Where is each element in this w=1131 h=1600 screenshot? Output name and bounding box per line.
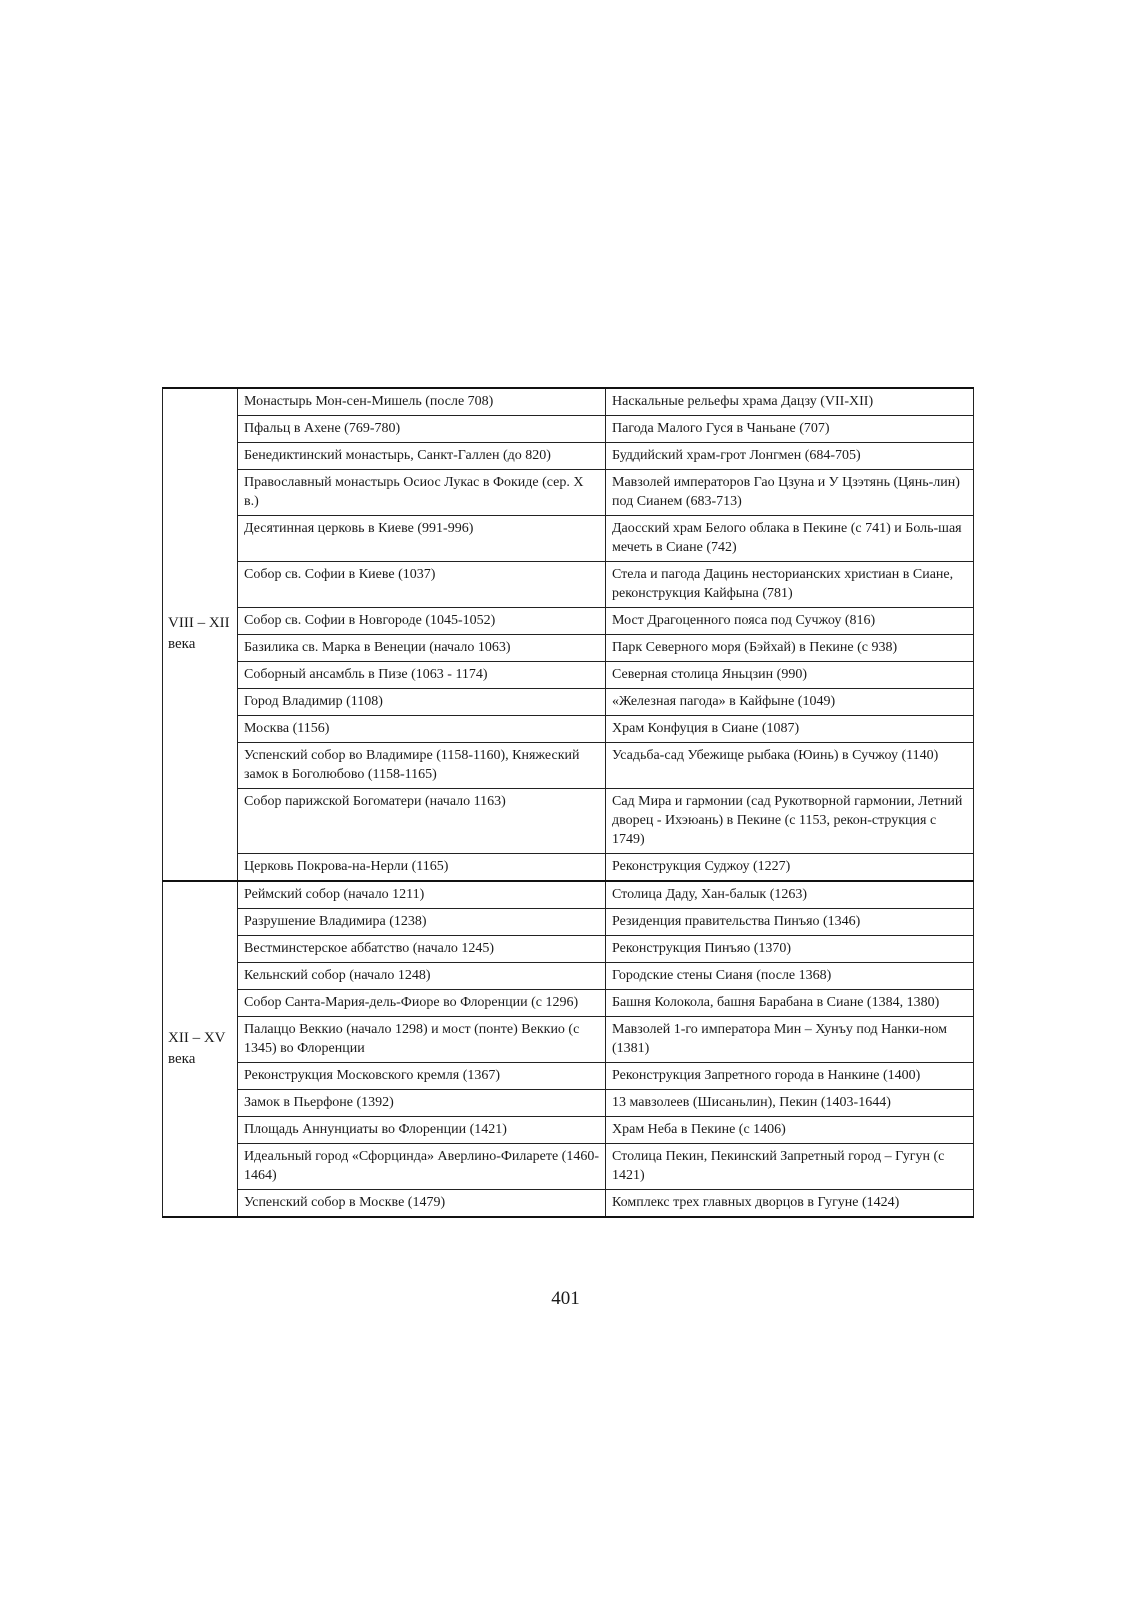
china-cell: Реконструкция Пинъяо (1370) (606, 936, 974, 963)
china-cell: Парк Северного моря (Бэйхай) в Пекине (с 938) (606, 635, 974, 662)
period-cell: XII – XV века (163, 881, 238, 1217)
europe-cell: Десятинная церковь в Киеве (991-996) (238, 516, 606, 562)
china-cell: Пагода Малого Гуся в Чаньане (707) (606, 416, 974, 443)
china-cell: Мавзолей 1-го императора Мин – Хунъу под Нанки-ном (1381) (606, 1017, 974, 1063)
table-row (163, 470, 974, 516)
europe-cell: Собор Санта-Мария-дель-Фиоре во Флоренции (с 1296) (238, 990, 606, 1017)
table-row (163, 1090, 974, 1117)
europe-cell: Замок в Пьерфоне (1392) (238, 1090, 606, 1117)
table-row (163, 416, 974, 443)
chronology-table (162, 387, 974, 1218)
china-cell: Столица Даду, Хан-балык (1263) (606, 881, 974, 909)
table-row (163, 789, 974, 854)
china-cell: Наскальные рельефы храма Дацзу (VII-XII) (606, 388, 974, 416)
china-cell: Усадьба-сад Убежище рыбака (Юинь) в Сучжоу (1140) (606, 743, 974, 789)
china-cell: Мавзолей императоров Гао Цзуна и У Цзэтянь (Цянь-лин) под Сианем (683-713) (606, 470, 974, 516)
china-cell: Столица Пекин, Пекинский Запретный город – Гугун (с 1421) (606, 1144, 974, 1190)
europe-cell: Пфальц в Ахене (769-780) (238, 416, 606, 443)
europe-cell: Кельнский собор (начало 1248) (238, 963, 606, 990)
china-cell: Реконструкция Суджоу (1227) (606, 854, 974, 882)
china-cell: Храм Конфуция в Сиане (1087) (606, 716, 974, 743)
china-cell: Сад Мира и гармонии (сад Рукотворной гармонии, Летний дворец - Ихэюань) в Пекине (с 1153, рекон-струкция с 1749) (606, 789, 974, 854)
period-section (163, 881, 974, 1217)
europe-cell: Бенедиктинский монастырь, Санкт-Галлен (до 820) (238, 443, 606, 470)
europe-cell: Собор св. Софии в Киеве (1037) (238, 562, 606, 608)
table-row (163, 1017, 974, 1063)
china-cell: Комплекс трех главных дворцов в Гугуне (1424) (606, 1190, 974, 1218)
europe-cell: Идеальный город «Сфорцинда» Аверлино-Филарете (1460-1464) (238, 1144, 606, 1190)
europe-cell: Базилика св. Марка в Венеции (начало 1063) (238, 635, 606, 662)
table-row (163, 608, 974, 635)
china-cell: 13 мавзолеев (Шисаньлин), Пекин (1403-1644) (606, 1090, 974, 1117)
europe-cell: Реконструкция Московского кремля (1367) (238, 1063, 606, 1090)
table-row (163, 1190, 974, 1218)
europe-cell: Православный монастырь Осиос Лукас в Фокиде (сер. X в.) (238, 470, 606, 516)
china-cell: Северная столица Яньцзин (990) (606, 662, 974, 689)
europe-cell: Собор св. Софии в Новгороде (1045-1052) (238, 608, 606, 635)
table-row (163, 743, 974, 789)
europe-cell: Монастырь Мон-сен-Мишель (после 708) (238, 388, 606, 416)
europe-cell: Вестминстерское аббатство (начало 1245) (238, 936, 606, 963)
europe-cell: Площадь Аннунциаты во Флоренции (1421) (238, 1117, 606, 1144)
table-row (163, 909, 974, 936)
table-row (163, 1117, 974, 1144)
china-cell: Резиденция правительства Пинъяо (1346) (606, 909, 974, 936)
table-row (163, 562, 974, 608)
europe-cell: Москва (1156) (238, 716, 606, 743)
europe-cell: Город Владимир (1108) (238, 689, 606, 716)
period-section (163, 388, 974, 881)
table-row (163, 1063, 974, 1090)
table-row (163, 689, 974, 716)
period-cell: VIII – XII века (163, 388, 238, 881)
europe-cell: Успенский собор во Владимире (1158-1160), Княжеский замок в Боголюбово (1158-1165) (238, 743, 606, 789)
europe-cell: Успенский собор в Москве (1479) (238, 1190, 606, 1218)
table-row (163, 662, 974, 689)
china-cell: Башня Колокола, башня Барабана в Сиане (1384, 1380) (606, 990, 974, 1017)
china-cell: Храм Неба в Пекине (с 1406) (606, 1117, 974, 1144)
china-cell: Городские стены Сианя (после 1368) (606, 963, 974, 990)
chronology-table-wrapper (162, 387, 973, 1218)
europe-cell: Разрушение Владимира (1238) (238, 909, 606, 936)
table-row (163, 854, 974, 882)
europe-cell: Реймский собор (начало 1211) (238, 881, 606, 909)
europe-cell: Палаццо Веккио (начало 1298) и мост (понте) Веккио (с 1345) во Флоренции (238, 1017, 606, 1063)
table-row (163, 881, 974, 909)
china-cell: Мост Драгоценного пояса под Сучжоу (816) (606, 608, 974, 635)
china-cell: Реконструкция Запретного города в Нанкине (1400) (606, 1063, 974, 1090)
table-row (163, 635, 974, 662)
table-row (163, 516, 974, 562)
table-row (163, 388, 974, 416)
table-row (163, 443, 974, 470)
table-row (163, 963, 974, 990)
table-row (163, 716, 974, 743)
europe-cell: Церковь Покрова-на-Нерли (1165) (238, 854, 606, 882)
china-cell: Буддийский храм-грот Лонгмен (684-705) (606, 443, 974, 470)
china-cell: «Железная пагода» в Кайфыне (1049) (606, 689, 974, 716)
europe-cell: Собор парижской Богоматери (начало 1163) (238, 789, 606, 854)
table-row (163, 1144, 974, 1190)
china-cell: Даосский храм Белого облака в Пекине (с 741) и Боль-шая мечеть в Сиане (742) (606, 516, 974, 562)
table-row (163, 936, 974, 963)
table-row (163, 990, 974, 1017)
page-number: 401 (551, 1288, 580, 1309)
china-cell: Стела и пагода Дацинь несторианских христиан в Сиане, реконструкция Кайфына (781) (606, 562, 974, 608)
europe-cell: Соборный ансамбль в Пизе (1063 - 1174) (238, 662, 606, 689)
